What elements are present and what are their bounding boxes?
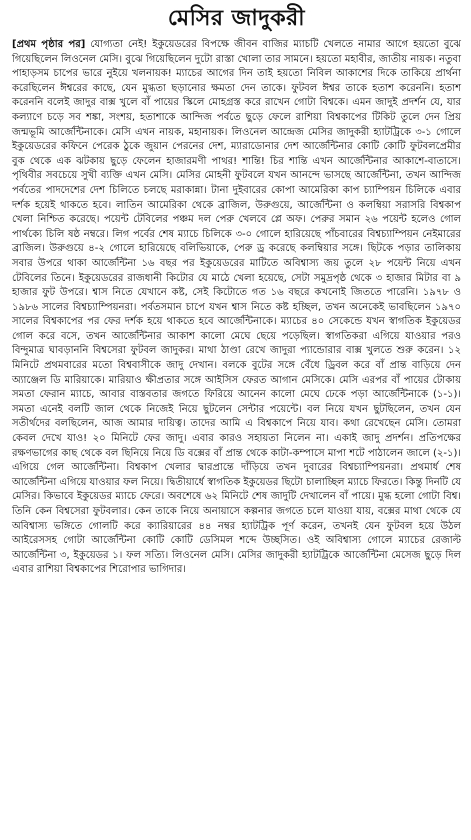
continued-from-front-page-tag: [প্রথম পৃষ্ঠার পর] — [12, 39, 86, 50]
article-headline: মেসির জাদুকরী — [167, 6, 306, 31]
article-body — [12, 38, 461, 578]
article-body-text: যোগ্যতা নেই! ইকুয়েডরের বিপক্ষে জীবন বাজির ম্যাচটি খেলতে নামার আগে হয়তো বুঝে গিয়েছিলেন লিওনেল মেসি। বুঝে গিয়েছিলেন দুটো রাস্তা খোলা তার সামনে। হয়তো মহাবীর, জাতীয় নায়ক। নতুবা পাহাড়সম চাপের ভারে নুইয়ে খলনায়ক! ম্যাচের আগের দিন তাই হয়তো নিবিল আকাশের দিকে তাকিয়ে প্রার্থনা করেছিলেন ঈশ্বরের কাছে, যেন মুগ্ধতা ছড়ানোর ক্ষমতা দেন তাকে। ফুটবল ঈশ্বর তাকে হতাশ করেননি। হতাশ করেননি বলেই জাদুর বাক্স খুলে বাঁ পায়ের স্কিলে মোহগ্রস্ত করে রাখেন গোটা বিশ্বকে। এমন জাদুই প্রদর্শন যে, যার কল্যাণে চড়ে সব শঙ্কা, সংশয়, হতাশাকে আন্দিজ পর্বতে ছুড়ে ফেলে রাশিয়া বিশ্বকাপের টিকিট তুলে দেন প্রিয় জন্মভূমি আর্জেন্টিনাকে। মেসি এখন নায়ক, মহানায়ক। লিওনেল আন্দ্রেজ মেসির জাদুকরী হ্যাটট্রিকে ৩-১ গোলে ইকুয়েডরের কফিনে পেরেক ঠুকে জুয়ান পেরনের দেশ, ম্যারাডোনার দেশ আর্জেন্টিনার কোটি কোটি ফুটবলপ্রেমীর বুক থেকে এক ঝটকায় ছুড়ে ফেলেন হাজারমণী পাথর! শান্তি! চির শান্তি এখন আর্জেন্টিনার আকাশে-বাতাসে। পৃথিবীর সবচেয়ে সুখী ব্যক্তি এখন মেসি। মেসির মোহনী ফুটবলে যখন আনন্দে ভাসছে আর্জেন্টিনা, তখন আন্দিজ পর্বতের পাদদেশের দেশ চিলিতে চলছে মরাকান্না। টানা দুইবারের কোপা আমেরিকা কাপ চ্যাম্পিয়ন চিলিকে এবার দর্শক হয়েই থাকতে হবে। লাতিন আমেরিকা থেকে ব্রাজিল, উরুগুয়ে, আর্জেন্টিনা ও কলম্বিয়া সরাসরি বিশ্বকাপ খেলা নিশ্চিত করেছে। পয়েন্ট টেবিলের পঞ্চম দল পেরু খেলবে প্লে অফ। পেরুর সমান ২৬ পয়েন্ট হলেও গোল পার্থক্যে চিলি ষষ্ঠ নম্বরে। লিগ পর্বের শেষ ম্যাচে চিলিকে ৩-০ গোলে হারিয়েছে পাঁচবারের বিশ্বচ্যাম্পিয়ন নেইমারের ব্রাজিল। উরুগুয়ে ৪-২ গোলে হারিয়েছে বলিভিয়াকে, পেরু ড্র করেছে কলম্বিয়ার সঙ্গে। ছিটকে পড়ার তালিকায় সবার উপরে থাকা আর্জেন্টিনা ১৬ বছর পর ইকুয়েডরের মাটিতে অবিশ্বাস্য জয় তুলে ২৮ পয়েন্ট নিয়ে এখন টেবিলের তিনে। ইকুয়েডরের রাজধানী কিটোর যে মাঠে খেলা হয়েছে, সেটা সমুদ্রপৃষ্ঠ থেকে ৩ হাজার মিটার বা ৯ হাজার ফুট উপরে। শ্বাস নিতে যেখানে কষ্ট, সেই কিটোতে গত ১৬ বছরে কখনোই জিততে পারেনি। ১৯৭৮ ও ১৯৮৬ সালের বিশ্বচ্যাম্পিয়নরা। পর্বতসমান চাপে যখন শ্বাস নিতে কষ্ট হচ্ছিল, তখন অনেকেই ভাবছিলেন ১৯৭০ সালের বিশ্বকাপের পর ফের দর্শক হয়ে থাকতে হবে আর্জেন্টিনাকে। ম্যাচের ৪০ সেকেন্ডে যখন স্বাগতিক ইকুয়েডর গোল করে বসে, তখন আর্জেন্টিনার আকাশ কালো মেঘে ছেয়ে পড়েছিল। স্বাগতিকরা এগিয়ে যাওয়ার পরও বিন্দুমাত্র ঘাবড়াননি বিশ্বসেরা ফুটবল জাদুকর। মাথা ঠাণ্ডা রেখে জাদুরা প্যান্ডোরার বাক্স খুলতে শুরু করেন। ১২ মিনিটে প্রথমবারের মতো বিশ্ববাসীকে জাদু দেখান। বলকে বুটের সঙ্গে বেঁধে ড্রিবল করে বাঁ প্রান্ত বাড়িয়ে দেন অ্যাঞ্জেল ডি মারিয়াকে। মারিয়াও ক্ষীপ্রতার সঙ্গে আইসিস ফেরত আগান মেসিকে। মেসি এরপর বাঁ পায়ের টোকায় সমতা ফেরান ম্যাচে, আবার বাস্তবতার জগতে ফিরিয়ে আনেন কালো মেঘে ঢেকে পড়া আর্জেন্টিনাকে (১-১)। সমতা এনেই বলটি জাল থেকে নিজেই নিয়ে ছুটলেন সেন্টার পয়েন্টে। বল নিয়ে যখন ছুটছিলেন, তখন যেন সতীর্থদের বলছিলেন, আজ আমার দায়িত্ব। তাদের আমি এ বিশ্বকাপে নিয়ে যাব। কথা রেখেছেন মেসি। তোমরা কেবল দেখে যাও! ২০ মিনিটে ফের জাদু। এবার কারও সহায়তা নিলেন না। একাই জাদু প্রদর্শন। প্রতিপক্ষের রক্ষণভাগের কাছ থেকে বল ছিনিয়ে নিয়ে ডি বক্সের বাঁ প্রান্ত থেকে কাটা-কম্পাসে মাপা শটে পাঠালেন জালে (২-১)। এগিয়ে গেল আর্জেন্টিনা। বিশ্বকাপ খেলার দ্বারপ্রান্তে দাঁড়িয়ে তখন দুবারের বিশ্বচ্যাম্পিয়নরা। প্রথমার্ধ শেষ আর্জেন্টিনা এগিয়ে যাওয়ার ফল নিয়ে। দ্বিতীয়ার্ধে স্বাগতিক ইকুয়েডর ছিটো চালাচ্ছিল ম্যাচে ফিরতে। কিন্তু দিনটি যে মেসির। কিভাবে ইকুয়েডর ম্যাচে ফেরে। অবশেষে ৬২ মিনিটে শেষ জাদুটি দেখালেন বাঁ পায়ে। মুগ্ধ হলো গোটা বিশ্ব। তিনি কেন বিশ্বসেরা ফুটবলার। কেন তাকে নিয়ে অনায়াসে কল্পনার জগতে চলে যাওয়া যায়, বক্সের মাথা থেকে যে অবিশ্বাস্য ভঙ্গিতে গোলটি করে ক্যারিয়ারের ৪৪ নম্বর হ্যাটট্রিক পূর্ণ করেন, তখনই যেন ফুটবল হয়ে উঠল আইরেসসহ গোটা আর্জেন্টিনা কোটি কোটি ডেসিমল শব্দে উচ্ছসিত। ওই অবিশ্বাস্য গোলে ম্যাচের রেজাল্ট আর্জেন্টিনা ৩, ইকুয়েডর ১। ফল সত্যি। লিওনেল মেসি। মেসির জাদুকরী হ্যাটট্রিকে আর্জেন্টিনা মেসেজ ছুড়ে দিল এবার রাশিয়া বিশ্বকাপের শিরোপার ভাগিদার। — [12, 39, 461, 576]
